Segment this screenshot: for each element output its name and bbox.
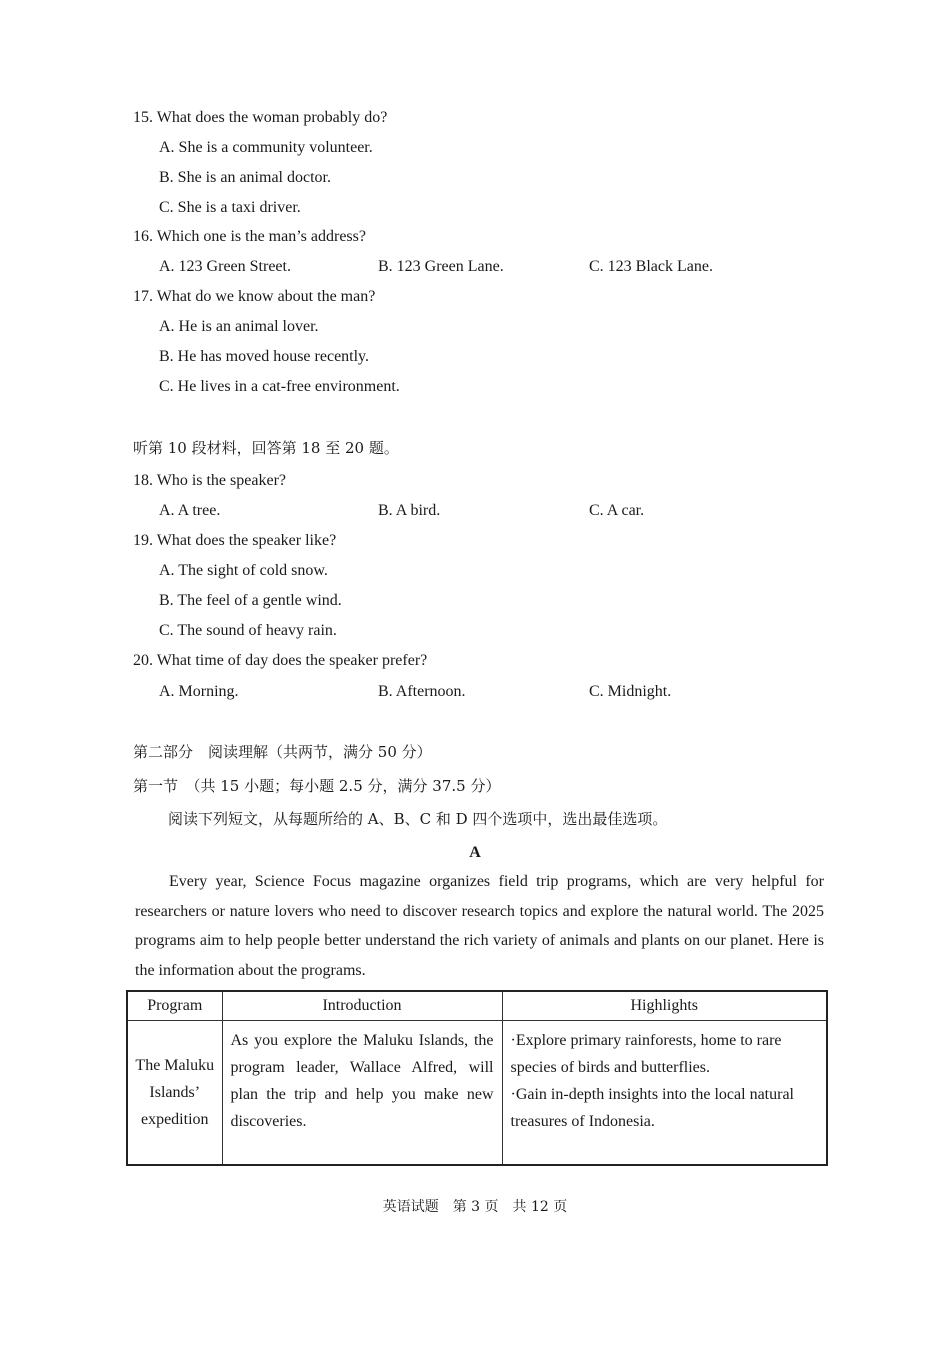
header-highlights: Highlights [502,991,827,1021]
question-stem: 16. Which one is the man’s address? [133,228,366,245]
instructions: 阅读下列短文，从每题所给的 A、B、C 和 D 四个选项中，选出最佳选项。 [168,810,668,828]
question-option: A. A tree. [159,502,221,519]
question-stem: 19. What does the speaker like? [133,532,337,549]
section-heading: 第一节 （共 15 小题；每小题 2.5 分，满分 37.5 分） [133,777,501,795]
highlight-item: ·Gain in-depth insights into the local natural treasures of Indonesia. [510,1086,794,1130]
program-table [126,990,828,1166]
question-stem: 20. What time of day does the speaker prefer? [133,652,428,669]
question-option: C. A car. [589,502,645,519]
passage-paragraph: Every year, Science Focus magazine organizes field trip programs, which are very helpful for researchers or nature lovers who need to discover research topics and explore the natural world. The 2025 programs aim to help people better understand the rich variety of animals and plants on our planet. Here is the information about the programs. [135,873,824,980]
question-stem: 17. What do we know about the man? [133,288,376,305]
question-option: C. He lives in a cat-free environment. [159,378,400,395]
question-option: A. The sight of cold snow. [159,562,328,579]
passage-label: A [469,844,481,861]
question-option: C. Midnight. [589,683,672,700]
question-option: C. She is a taxi driver. [159,199,301,216]
question-option: B. The feel of a gentle wind. [159,592,342,609]
question-option: B. Afternoon. [378,683,466,700]
header-program: Program [127,991,222,1021]
highlight-item: ·Explore primary rainforests, home to rare species of birds and butterflies. [510,1032,782,1076]
question-option: B. 123 Green Lane. [378,258,504,275]
program-name: The Maluku Islands’ expedition [127,1021,222,1166]
passage [135,867,824,986]
program-introduction [222,1021,502,1166]
part-heading: 第二部分 阅读理解（共两节，满分 50 分） [133,743,432,761]
question-option: B. A bird. [378,502,441,519]
section-heading: 听第 10 段材料，回答第 18 至 20 题。 [133,439,399,457]
question-option: B. She is an animal doctor. [159,169,331,186]
question-option: B. He has moved house recently. [159,348,370,365]
question-stem: 18. Who is the speaker? [133,472,286,489]
question-stem: 15. What does the woman probably do? [133,109,388,126]
question-option: A. She is a community volunteer. [159,139,373,156]
question-option: A. He is an animal lover. [159,318,319,335]
program-highlights [502,1021,827,1166]
introduction-text: As you explore the Maluku Islands, the program leader, Wallace Alfred, will plan the trip and help you make new discoveries. [230,1032,494,1130]
question-option: C. 123 Black Lane. [589,258,713,275]
page-footer: 英语试题 第 3 页 共 12 页 [382,1199,568,1215]
table-header-row [127,991,827,1021]
table-row [127,1021,827,1166]
question-option: C. The sound of heavy rain. [159,622,337,639]
question-option: A. 123 Green Street. [159,258,291,275]
question-option: A. Morning. [159,683,239,700]
header-introduction: Introduction [222,991,502,1021]
